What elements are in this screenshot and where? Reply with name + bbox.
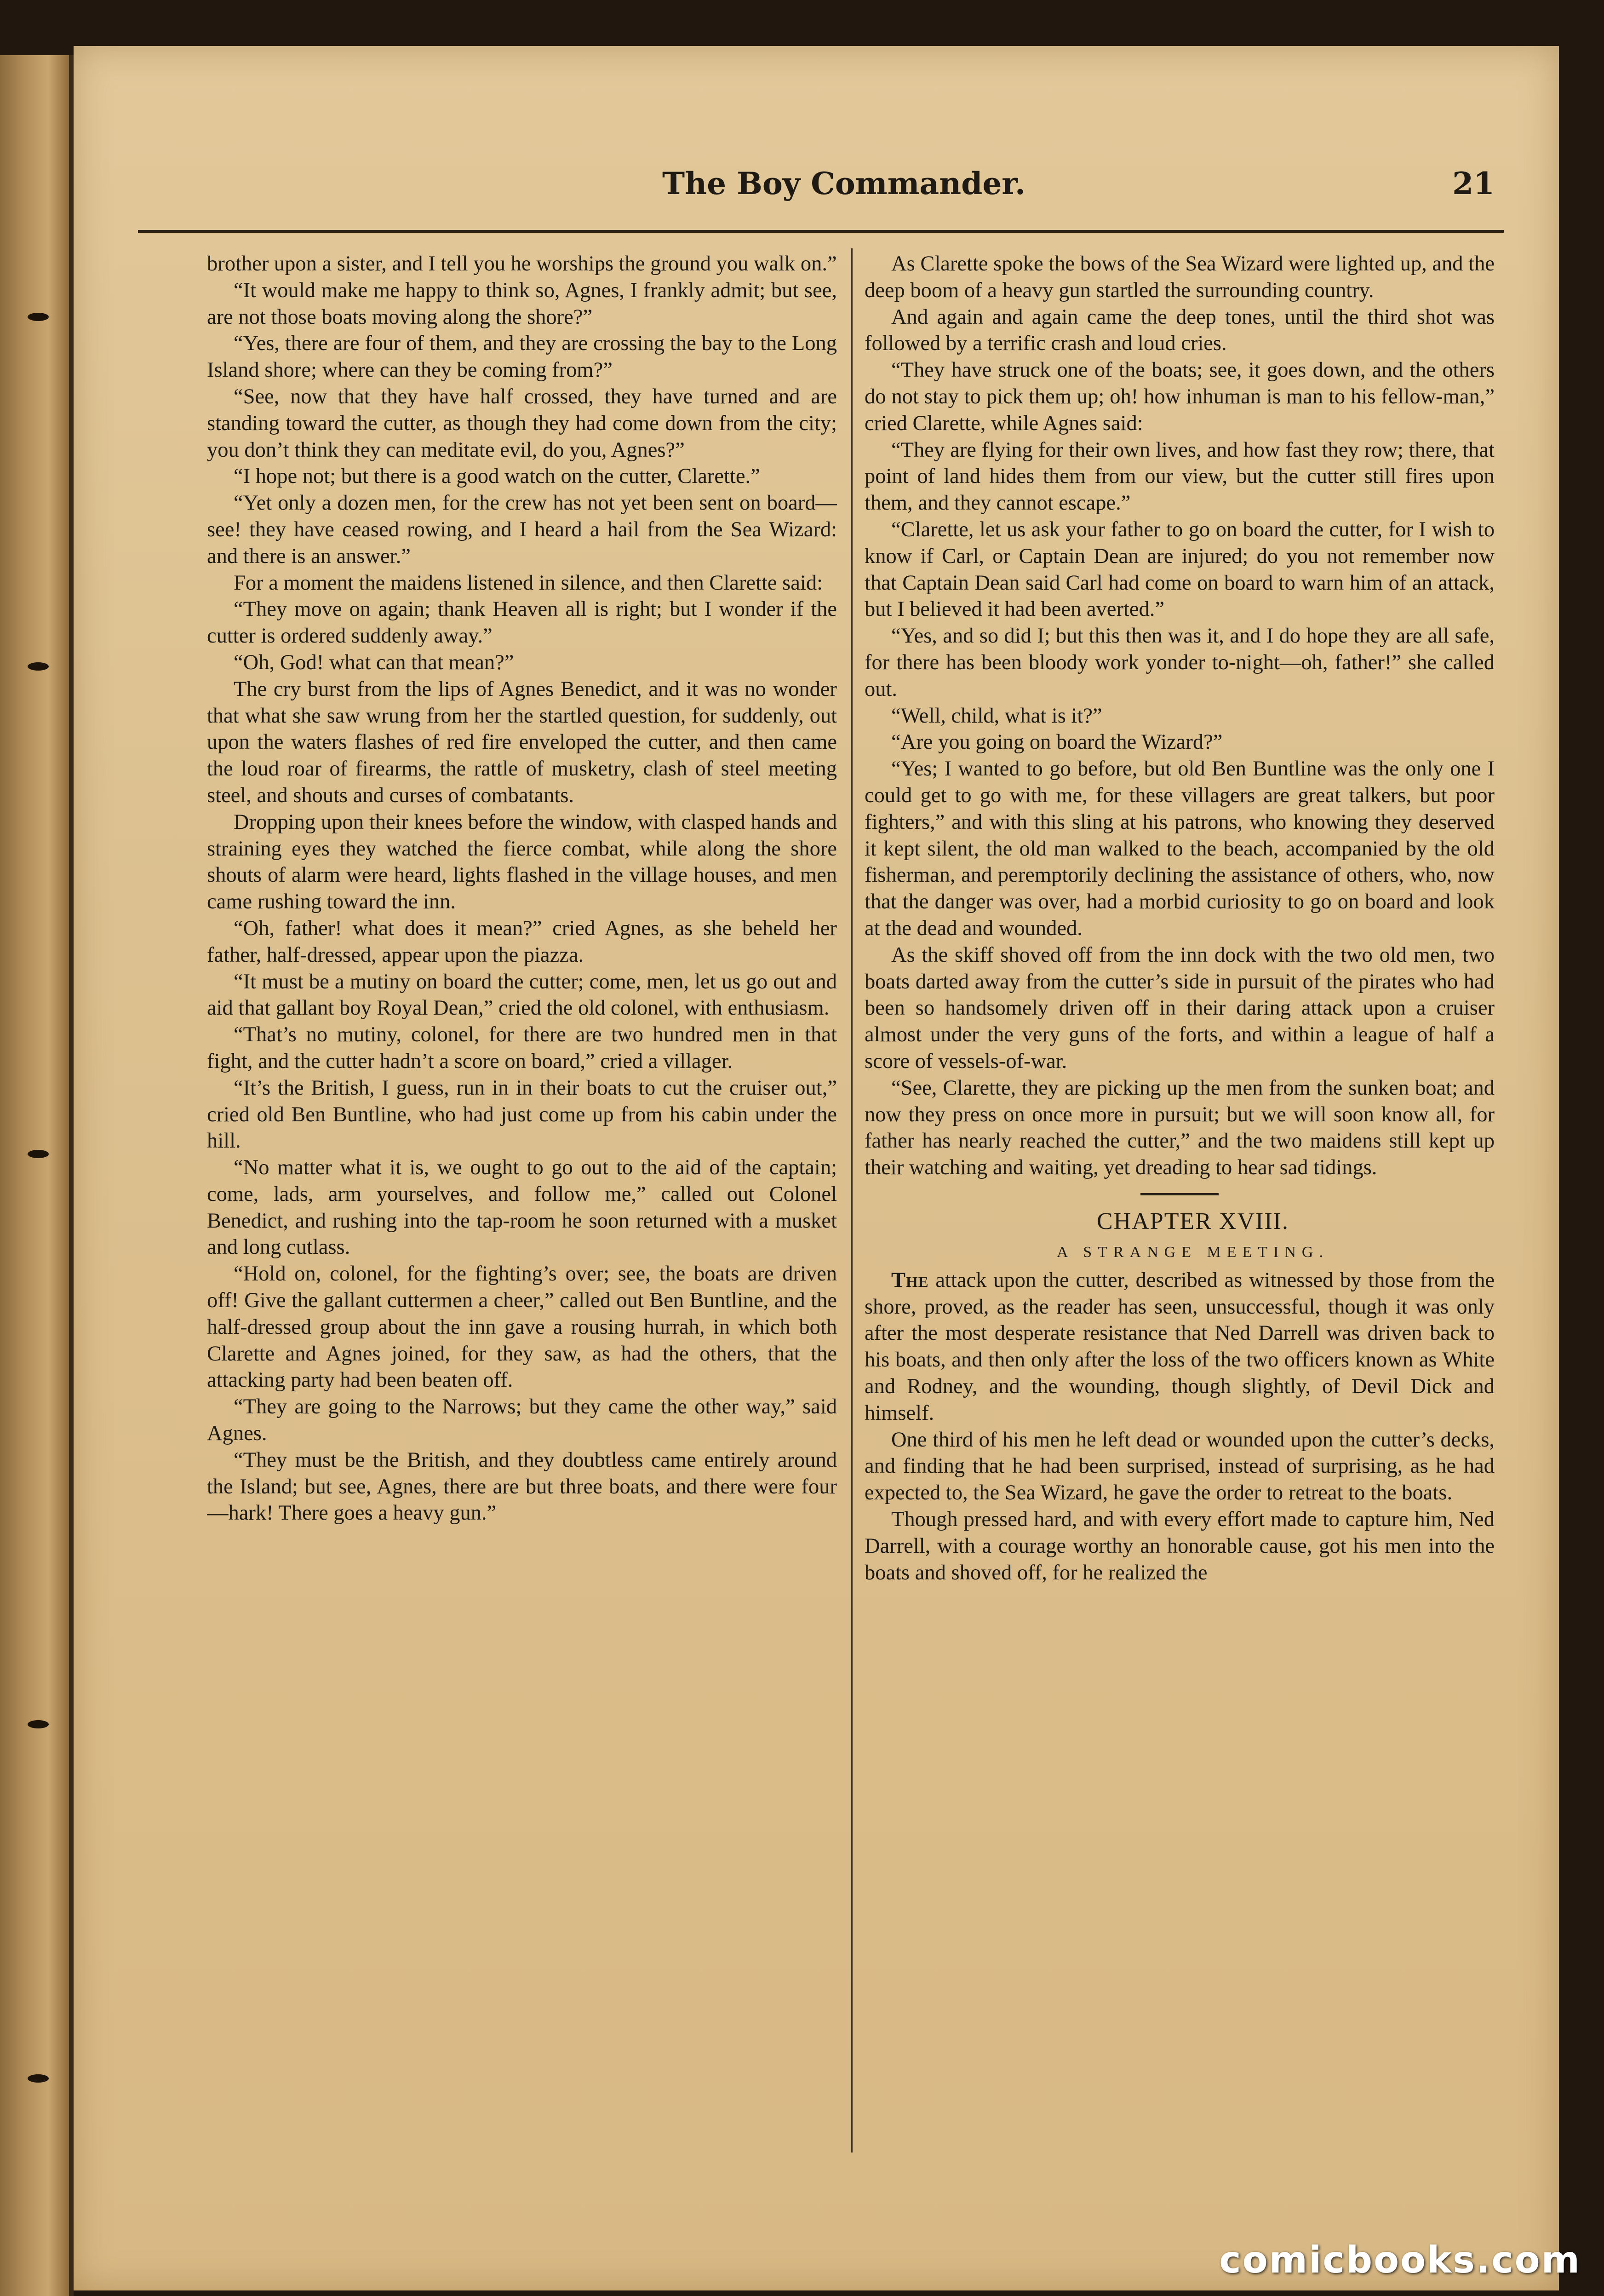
paragraph: “I hope not; but there is a good watch on the cutter, Clarette.”	[234, 465, 760, 488]
paragraph: Dropping upon their knees before the window, with clasped hands and straining eyes they watched the fierce combat, while along the shore shouts of alarm were heard, lights flashed in the village houses, and men came rushing toward the inn.	[207, 810, 837, 914]
paragraph: brother upon a sister, and I tell you he worships the ground you walk on.”	[207, 252, 837, 276]
header-rule	[138, 230, 1504, 233]
page-header	[133, 166, 1495, 221]
binding-hole	[28, 2074, 49, 2083]
right-column	[865, 251, 1495, 2159]
paragraph: “Clarette, let us ask your father to go on board the cutter, for I wish to know if Carl, or Captain Dean are injured; do you not remember now that Captain Dean said Carl had come on board to warn him of an attack, but I believed it had been averted.”	[865, 517, 1495, 621]
paragraph: “Yes; I wanted to go before, but old Ben Buntline was the only one I could get to go with me, for these villagers are great talkers, but poor fighters,” and with this sling at his patrons, who knowing they deserved it kept silent, the old man walked to the beach, accompanied by the old fisherman, and peremptorily declining the assistance of others, who, now that the danger was over, had a morbid curiosity to go on board and look at the dead and wounded.	[865, 757, 1495, 940]
paragraph: “It must be a mutiny on board the cutter; come, men, let us go out and aid that gallant boy Royal Dean,” cried the old colonel, with enthusiasm.	[207, 970, 837, 1020]
paragraph: “Yes, and so did I; but this then was it, and I do hope they are all safe, for there has been bloody work yonder to-night—oh, father!” she called out.	[865, 624, 1495, 701]
chapter-title: CHAPTER XVIII.	[1097, 1208, 1289, 1234]
paragraph: “Hold on, colonel, for the fighting’s over; see, the boats are driven off! Give the gallant cuttermen a cheer,” called out Ben Buntline, and the half-dressed group about the inn gave a rousing hurrah, in which both Clarette and Agnes joined, for they saw, as had the others, that the attacking party had been beaten off.	[207, 1262, 837, 1392]
paragraph: One third of his men he left dead or wounded upon the cutter’s decks, and finding that he had been surprised, instead of surprising, as he had expected to, the Sea Wizard, he gave the order to retreat to the boats.	[865, 1428, 1495, 1505]
paragraph: As the skiff shoved off from the inn dock with the two old men, two boats darted away from the cutter’s side in pursuit of the pirates who had been so handsomely driven off in their daring attack upon a cruiser almost under the very guns of the forts, and within a league of half a score of vessels-of-war.	[865, 943, 1495, 1073]
left-column	[207, 251, 837, 2159]
paragraph: “They must be the British, and they doubtless came entirely around the Island; but see, Agnes, there are but three boats, and there were four—hark! There goes a heavy gun.”	[207, 1448, 837, 1525]
paragraph: “No matter what it is, we ought to go out to the aid of the captain; come, lads, arm yourselves, and follow me,” called out Colonel Benedict, and rushing into the tap-room he soon returned with a musket and long cutlass.	[207, 1156, 837, 1259]
lead-word: The	[891, 1268, 929, 1292]
paragraph: “It’s the British, I guess, run in in their boats to cut the cruiser out,” cried old Ben Buntline, who had just come up from his cabin under the hill.	[207, 1076, 837, 1153]
paragraph: “Oh, father! what does it mean?” cried Agnes, as she beheld her father, half-dressed, appear upon the piazza.	[207, 916, 837, 967]
paragraph: “They are going to the Narrows; but they came the other way,” said Agnes.	[207, 1395, 837, 1446]
page-number: 21	[1452, 166, 1495, 201]
paragraph: “Well, child, what is it?”	[891, 704, 1102, 728]
watermark: comicbooks.com	[1219, 2239, 1581, 2281]
paragraph: “They move on again; thank Heaven all is right; but I wonder if the cutter is ordered suddenly away.”	[207, 597, 837, 648]
running-title: The Boy Commander.	[662, 166, 1026, 201]
binding-hole	[28, 1150, 49, 1158]
paragraph: The cry burst from the lips of Agnes Benedict, and it was no wonder that what she saw wrung from her the startled question, for suddenly, out upon the waters flashes of red fire enveloped the cutter, and then came the loud roar of firearms, the rattle of musketry, clash of steel meeting steel, and shouts and curses of combatants.	[207, 677, 837, 807]
paragraph: “Yet only a dozen men, for the crew has not yet been sent on board—see! they have ceased rowing, and I heard a hail from the Sea Wizard: and there is an answer.”	[207, 491, 837, 568]
paragraph: “That’s no mutiny, colonel, for there are two hundred men in that fight, and the cutter hadn’t a score on board,” cried a villager.	[207, 1023, 837, 1073]
paragraph: “It would make me happy to think so, Agnes, I frankly admit; but see, are not those boats moving along the shore?”	[207, 278, 837, 329]
paragraph: As Clarette spoke the bows of the Sea Wizard were lighted up, and the deep boom of a heavy gun startled the surrounding country.	[865, 252, 1495, 302]
paragraph: Though pressed hard, and with every effort made to capture him, Ned Darrell, with a courage worthy an honorable cause, got his men into the boats and shoved off, for he realized the	[865, 1508, 1495, 1584]
section-rule	[1140, 1193, 1219, 1195]
paragraph: “Are you going on board the Wizard?”	[891, 730, 1223, 754]
paragraph: And again and again came the deep tones, until the third shot was followed by a terrific crash and loud cries.	[865, 305, 1495, 356]
binding-hole	[28, 313, 49, 321]
binding-hole	[28, 662, 49, 671]
previous-page-edge	[0, 55, 74, 2296]
paragraph: “They are flying for their own lives, and how fast they row; there, that point of land hides them from our view, but the cutter still fires upon them, and they cannot escape.”	[865, 438, 1495, 515]
paragraph: “See, Clarette, they are picking up the men from the sunken boat; and now they press on once more in pursuit; but we will soon know all, for father has nearly reached the cutter,” and the two maidens still kept up their watching and waiting, yet dreading to hear sad tidings.	[865, 1076, 1495, 1180]
paragraph-text: attack upon the cutter, described as witnessed by those from the shore, proved, as the reader has seen, unsuccessful, though it was only after the most desperate resistance that Ned Darrell was driven back to his boats, and then only after the loss of the two officers known as White and Rodney, and the wounding, though slightly, of Devil Dick and himself.	[865, 1268, 1495, 1425]
binding-hole	[28, 1720, 49, 1728]
column-divider	[851, 248, 853, 2152]
chapter-subtitle: A STRANGE MEETING.	[1057, 1243, 1329, 1261]
paragraph	[865, 1267, 1495, 1427]
paragraph: “Oh, God! what can that mean?”	[234, 650, 514, 674]
paragraph: “Yes, there are four of them, and they are crossing the bay to the Long Island shore; where can they be coming from?”	[207, 332, 837, 382]
paragraph: For a moment the maidens listened in silence, and then Clarette said:	[234, 571, 823, 595]
paragraph: “They have struck one of the boats; see, it goes down, and the others do not stay to pick them up; oh! how inhuman is man to his fellow-man,” cried Clarette, while Agnes said:	[865, 358, 1495, 435]
paragraph: “See, now that they have half crossed, they have turned and are standing toward the cutter, as though they had come down from the city; you don’t think they can meditate evil, do you, Agnes?”	[207, 385, 837, 462]
